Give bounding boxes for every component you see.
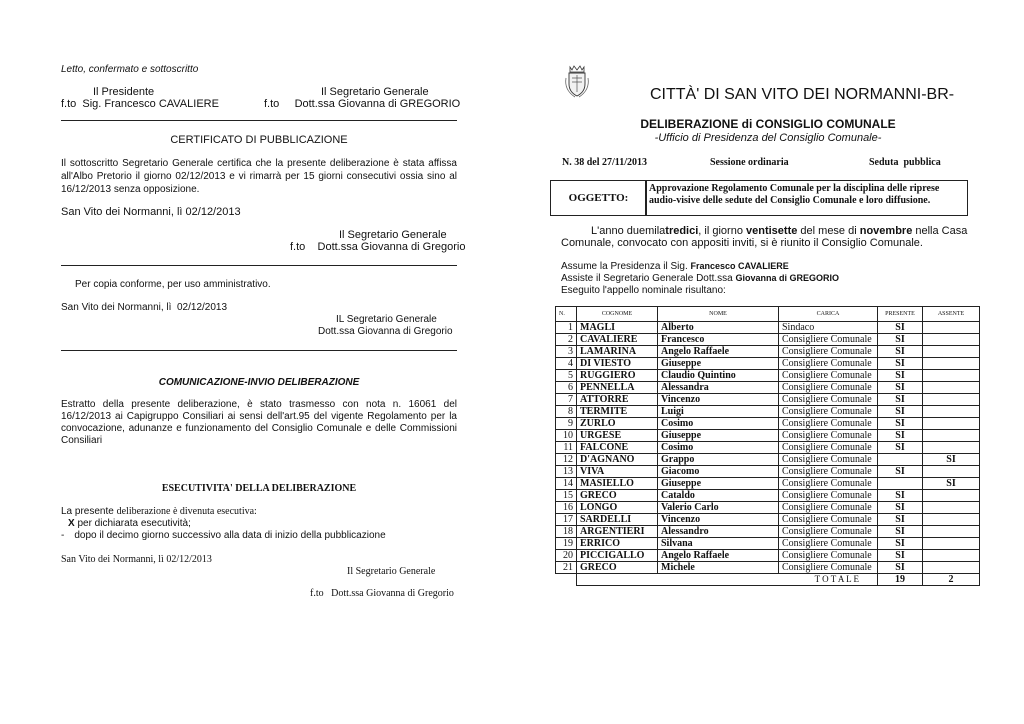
row-cognome: VIVA — [577, 466, 658, 478]
row-nome: Angelo Raffaele — [658, 346, 779, 358]
row-presente: SI — [878, 322, 923, 334]
row-nome: Cosimo — [658, 418, 779, 430]
table-row — [556, 358, 980, 370]
table-row — [556, 514, 980, 526]
row-carica: Consigliere Comunale — [779, 490, 878, 502]
esecutivita-intro-b: deliberazione è divenuta esecutiva: — [116, 506, 257, 517]
attendance-table — [555, 306, 980, 586]
row-number: 18 — [556, 526, 577, 538]
row-number: 9 — [556, 418, 577, 430]
esecutivita-intro-a: La presente — [61, 506, 117, 517]
row-presente: SI — [878, 418, 923, 430]
ufficio-subtitle: -Ufficio di Presidenza del Consiglio Comunale- — [654, 132, 882, 144]
row-number: 15 — [556, 490, 577, 502]
row-nome: Giacomo — [658, 466, 779, 478]
intro-g: nella Casa Comunale, convocato con appositi inviti, si è riunito il Consiglio Comunale. — [561, 225, 968, 249]
city-coat-of-arms-icon — [563, 64, 591, 100]
row-carica: Consigliere Comunale — [779, 442, 878, 454]
row-nome: Giuseppe — [658, 430, 779, 442]
totale-presenti: 19 — [878, 574, 923, 586]
row-nome: Francesco — [658, 334, 779, 346]
intro-paragraph — [561, 225, 971, 249]
row-presente: SI — [878, 346, 923, 358]
row-cognome: TERMITE — [577, 406, 658, 418]
table-row — [556, 322, 980, 334]
row-number: 3 — [556, 346, 577, 358]
row-assente — [923, 490, 980, 502]
presidenza-line — [561, 261, 789, 272]
row-assente — [923, 406, 980, 418]
row-cognome: ARGENTIERI — [577, 526, 658, 538]
table-row — [556, 526, 980, 538]
row-presente: SI — [878, 394, 923, 406]
row-carica: Consigliere Comunale — [779, 538, 878, 550]
table-row — [556, 538, 980, 550]
sessione-label: Sessione ordinaria — [710, 157, 789, 168]
row-presente: SI — [878, 382, 923, 394]
row-number: 12 — [556, 454, 577, 466]
oggetto-label: OGGETTO: — [568, 192, 629, 204]
header-assente: ASSENTE — [923, 307, 980, 322]
row-presente: SI — [878, 514, 923, 526]
row-assente — [923, 466, 980, 478]
row-carica: Consigliere Comunale — [779, 478, 878, 490]
certificato-sign-name: f.to Dott.ssa Giovanna di Gregorio — [290, 241, 466, 253]
row-carica: Sindaco — [779, 322, 878, 334]
row-presente: SI — [878, 334, 923, 346]
esecutivita-sign-name: f.to Dott.ssa Giovanna di Gregorio — [310, 588, 454, 599]
copia-place-date: San Vito dei Normanni, lì 02/12/2013 — [61, 302, 228, 313]
row-nome: Vincenzo — [658, 394, 779, 406]
row-assente: SI — [923, 478, 980, 490]
totale-row — [556, 574, 980, 586]
row-nome: Luigi — [658, 406, 779, 418]
row-number: 10 — [556, 430, 577, 442]
segretario-name: Giovanna di GREGORIO — [735, 273, 840, 283]
table-row — [556, 430, 980, 442]
table-row — [556, 562, 980, 574]
table-row — [556, 466, 980, 478]
row-presente: SI — [878, 370, 923, 382]
esecutivita-sign-title: Il Segretario Generale — [347, 566, 436, 577]
intro-c: , il giorno — [698, 225, 746, 237]
esecutivita-option-1-label: per dichiarata esecutività; — [74, 518, 191, 529]
row-presente: SI — [878, 430, 923, 442]
row-number: 11 — [556, 442, 577, 454]
row-cognome: PICCIGALLO — [577, 550, 658, 562]
row-assente — [923, 334, 980, 346]
row-assente — [923, 502, 980, 514]
row-number: 5 — [556, 370, 577, 382]
row-assente — [923, 322, 980, 334]
deliberazione-title: DELIBERAZIONE di CONSIGLIO COMUNALE — [640, 117, 896, 131]
row-number: 6 — [556, 382, 577, 394]
appello-text: Eseguito l'appello nominale risultano: — [561, 285, 726, 296]
row-assente — [923, 358, 980, 370]
table-row — [556, 418, 980, 430]
row-assente — [923, 526, 980, 538]
segretario-title: Il Segretario Generale — [321, 86, 429, 98]
totale-assenti: 2 — [923, 574, 980, 586]
row-nome: Michele — [658, 562, 779, 574]
row-presente: SI — [878, 526, 923, 538]
certificato-text: Il sottoscritto Segretario Generale certifica che la presente deliberazione è stata affissa all'Albo Pretorio il giorno 02/12/2013 e vi rimarrà per 15 giorni consecutivi ossia sino al 16/12/2013 senza opposizione. — [61, 158, 457, 195]
row-presente: SI — [878, 538, 923, 550]
presidente-title: Il Presidente — [93, 86, 155, 98]
row-presente: SI — [878, 466, 923, 478]
row-cognome: GRECO — [577, 490, 658, 502]
row-nome: Alessandro — [658, 526, 779, 538]
certificato-place-date: San Vito dei Normanni, lì 02/12/2013 — [61, 206, 241, 218]
row-presente: SI — [878, 358, 923, 370]
row-assente — [923, 538, 980, 550]
header-presente: PRESENTE — [878, 307, 923, 322]
row-assente — [923, 442, 980, 454]
row-cognome: MASIELLO — [577, 478, 658, 490]
row-carica: Consigliere Comunale — [779, 418, 878, 430]
row-nome: Cataldo — [658, 490, 779, 502]
row-carica: Consigliere Comunale — [779, 526, 878, 538]
row-cognome: URGESE — [577, 430, 658, 442]
table-row — [556, 346, 980, 358]
row-nome: Alberto — [658, 322, 779, 334]
row-number: 13 — [556, 466, 577, 478]
row-nome: Vincenzo — [658, 514, 779, 526]
row-carica: Consigliere Comunale — [779, 406, 878, 418]
row-number: 20 — [556, 550, 577, 562]
presidenza-label: Assume la Presidenza il Sig. — [561, 261, 691, 272]
oggetto-text-box — [645, 180, 968, 216]
header-cognome: COGNOME — [577, 307, 658, 322]
presidenza-name: Francesco CAVALIERE — [690, 261, 789, 271]
divider — [61, 350, 457, 351]
row-number: 21 — [556, 562, 577, 574]
seduta-label: Seduta pubblica — [869, 157, 941, 168]
header-n: N. — [556, 307, 577, 322]
row-carica: Consigliere Comunale — [779, 358, 878, 370]
row-number: 17 — [556, 514, 577, 526]
table-row — [556, 502, 980, 514]
table-row — [556, 382, 980, 394]
row-nome: Cosimo — [658, 442, 779, 454]
segretario-signature: f.to Dott.ssa Giovanna di GREGORIO — [264, 98, 461, 110]
row-assente — [923, 346, 980, 358]
row-nome: Silvana — [658, 538, 779, 550]
row-carica: Consigliere Comunale — [779, 382, 878, 394]
row-cognome: ZURLO — [577, 418, 658, 430]
row-nome: Giuseppe — [658, 478, 779, 490]
row-assente — [923, 430, 980, 442]
row-presente: SI — [878, 406, 923, 418]
row-presente: SI — [878, 442, 923, 454]
header-carica: CARICA — [779, 307, 878, 322]
row-cognome: MAGLI — [577, 322, 658, 334]
row-nome: Valerio Carlo — [658, 502, 779, 514]
row-cognome: LAMARINA — [577, 346, 658, 358]
row-number: 8 — [556, 406, 577, 418]
delibera-number-date: N. 38 del 27/11/2013 — [562, 157, 648, 168]
esecutivita-title: ESECUTIVITA' DELLA DELIBERAZIONE — [161, 483, 357, 494]
table-row — [556, 550, 980, 562]
row-nome: Alessandra — [658, 382, 779, 394]
table-row — [556, 454, 980, 466]
table-row — [556, 442, 980, 454]
row-cognome: DI VIESTO — [577, 358, 658, 370]
row-number: 19 — [556, 538, 577, 550]
divider — [61, 120, 457, 121]
row-carica: Consigliere Comunale — [779, 430, 878, 442]
certificato-sign-title: Il Segretario Generale — [339, 229, 447, 241]
row-cognome: PENNELLA — [577, 382, 658, 394]
intro-anno: tredici — [665, 225, 699, 237]
row-assente — [923, 562, 980, 574]
divider — [61, 265, 457, 266]
comunicazione-title: COMUNICAZIONE-INVIO DELIBERAZIONE — [158, 377, 360, 388]
table-row — [556, 334, 980, 346]
row-carica: Consigliere Comunale — [779, 334, 878, 346]
dash-mark: - — [61, 530, 65, 541]
row-nome: Grappo — [658, 454, 779, 466]
row-presente: SI — [878, 490, 923, 502]
segretario-line — [561, 273, 839, 284]
row-number: 1 — [556, 322, 577, 334]
row-cognome: FALCONE — [577, 442, 658, 454]
copia-conforme-text: Per copia conforme, per uso amministrativo. — [75, 279, 271, 290]
copia-sign-title: IL Segretario Generale — [336, 314, 437, 325]
row-cognome: ERRICO — [577, 538, 658, 550]
row-assente — [923, 514, 980, 526]
row-assente — [923, 418, 980, 430]
row-presente: SI — [878, 562, 923, 574]
table-row — [556, 478, 980, 490]
esecutivita-intro — [61, 506, 257, 517]
row-carica: Consigliere Comunale — [779, 502, 878, 514]
copia-sign-name: Dott.ssa Giovanna di Gregorio — [318, 326, 453, 337]
oggetto-label-box — [550, 180, 647, 216]
row-nome: Angelo Raffaele — [658, 550, 779, 562]
row-carica: Consigliere Comunale — [779, 550, 878, 562]
row-carica: Consigliere Comunale — [779, 514, 878, 526]
row-carica: Consigliere Comunale — [779, 370, 878, 382]
totale-label: T O T A L E — [577, 574, 878, 586]
comunicazione-text: Estratto della presente deliberazione, è stato trasmesso con nota n. 16061 del 16/12/2013 ai Capigruppo Consiliari ai sensi dell'art.95 del vigente Regolamento per la convocazione, adunanze e funzionamento del Consiglio Comunale e delle Commissioni Consiliari — [61, 399, 457, 446]
row-presente — [878, 454, 923, 466]
row-assente — [923, 382, 980, 394]
header-nome: NOME — [658, 307, 779, 322]
row-number: 14 — [556, 478, 577, 490]
attendance-table-body — [556, 322, 980, 574]
row-nome: Giuseppe — [658, 358, 779, 370]
table-row — [556, 370, 980, 382]
row-carica: Consigliere Comunale — [779, 466, 878, 478]
checked-mark: X — [68, 518, 75, 529]
intro-giorno: ventisette — [746, 225, 798, 237]
certificato-title: CERTIFICATO DI PUBBLICAZIONE — [170, 134, 348, 146]
row-number: 7 — [556, 394, 577, 406]
row-cognome: SARDELLI — [577, 514, 658, 526]
intro-a: L'anno duemila — [591, 225, 666, 237]
row-assente — [923, 394, 980, 406]
row-carica: Consigliere Comunale — [779, 394, 878, 406]
esecutivita-option-2 — [61, 530, 386, 541]
esecutivita-option-2-label: dopo il decimo giorno successivo alla data di inizio della pubblicazione — [74, 530, 386, 541]
totale-spacer — [556, 574, 577, 586]
segretario-label: Assiste il Segretario Generale Dott.ssa — [561, 273, 736, 284]
row-nome: Claudio Quintino — [658, 370, 779, 382]
table-header-row — [556, 307, 980, 322]
intro-mese: novembre — [859, 225, 913, 237]
row-presente: SI — [878, 502, 923, 514]
row-number: 2 — [556, 334, 577, 346]
row-cognome: D'AGNANO — [577, 454, 658, 466]
row-presente: SI — [878, 550, 923, 562]
esecutivita-place-date: San Vito dei Normanni, lì 02/12/2013 — [61, 554, 212, 565]
letto-confermato-text: Letto, confermato e sottoscritto — [61, 64, 199, 75]
intro-e: del mese di — [797, 225, 860, 237]
row-cognome: LONGO — [577, 502, 658, 514]
table-row — [556, 394, 980, 406]
row-cognome: ATTORRE — [577, 394, 658, 406]
attendance-table-wrapper — [555, 306, 980, 586]
table-row — [556, 406, 980, 418]
city-title: CITTÀ' DI SAN VITO DEI NORMANNI-BR- — [650, 86, 955, 103]
row-number: 16 — [556, 502, 577, 514]
row-carica: Consigliere Comunale — [779, 346, 878, 358]
row-assente: SI — [923, 454, 980, 466]
presidente-signature: f.to Sig. Francesco CAVALIERE — [61, 98, 219, 110]
row-carica: Consigliere Comunale — [779, 562, 878, 574]
row-cognome: CAVALIERE — [577, 334, 658, 346]
row-assente — [923, 370, 980, 382]
row-cognome: GRECO — [577, 562, 658, 574]
oggetto-text: Approvazione Regolamento Comunale per la disciplina delle riprese audio-visive delle sedute del Consiglio Comunale e loro diffusione. — [649, 183, 940, 206]
row-carica: Consigliere Comunale — [779, 454, 878, 466]
row-assente — [923, 550, 980, 562]
row-number: 4 — [556, 358, 577, 370]
esecutivita-option-1 — [68, 518, 191, 529]
row-presente — [878, 478, 923, 490]
table-row — [556, 490, 980, 502]
row-cognome: RUGGIERO — [577, 370, 658, 382]
